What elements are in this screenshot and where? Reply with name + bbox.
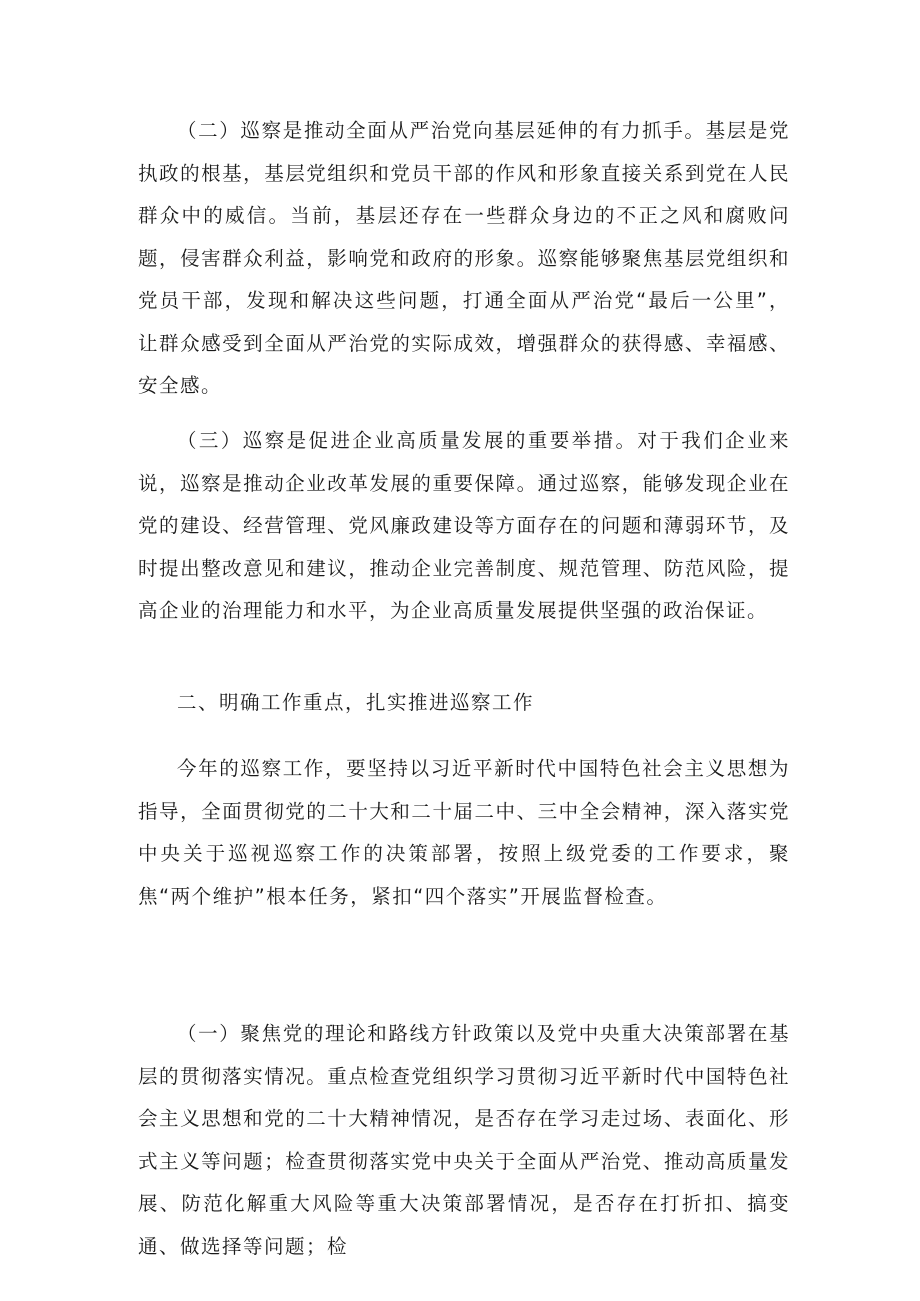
paragraph-annual-work: 今年的巡察工作，要坚持以习近平新时代中国特色社会主义思想为指导，全面贯彻党的二十大和二十届二中、三中全会精神，深入落实党中央关于巡视巡察工作的决策部署，按照上级党委的工作要求，聚焦“两个维护”根本任务，紧扣“四个落实”开展监督检查。 xyxy=(138,757,790,908)
paragraph-inspection-enterprise: （三）巡察是促进企业高质量发展的重要举措。对于我们企业来说，巡察是推动企业改革发展的重要保障。通过巡察，能够发现企业在党的建设、经营管理、党风廉政建设等方面存在的问题和薄弱环节，及时提出整改意见和建议，推动企业完善制度、规范管理、防范风险，提高企业的治理能力和水平，为企业高质量发展提供坚强的政治保证。 xyxy=(138,429,790,622)
paragraph-inspection-grassroots: （二）巡察是推动全面从严治党向基层延伸的有力抓手。基层是党执政的根基，基层党组织和党员干部的作风和形象直接关系到党在人民群众中的威信。当前，基层还存在一些群众身边的不正之风和腐败问题，侵害群众利益，影响党和政府的形象。巡察能够聚焦基层党组织和党员干部，发现和解决这些问题，打通全面从严治党“最后一公里”，让群众感受到全面从严治党的实际成效，增强群众的获得感、幸福感、安全感。 xyxy=(138,119,790,397)
section-heading: 二、明确工作重点，扎实推进巡察工作 xyxy=(177,691,535,714)
paragraph-focus-policy: （一）聚焦党的理论和路线方针政策以及党中央重大决策部署在基层的贯彻落实情况。重点检查党组织学习贯彻习近平新时代中国特色社会主义思想和党的二十大精神情况，是否存在学习走过场、表面化、形式主义等问题；检查贯彻落实党中央关于全面从严治党、推动高质量发展、防范化解重大风险等重大决策部署情况，是否存在打折扣、搞变通、做选择等问题；检 xyxy=(138,1022,790,1258)
